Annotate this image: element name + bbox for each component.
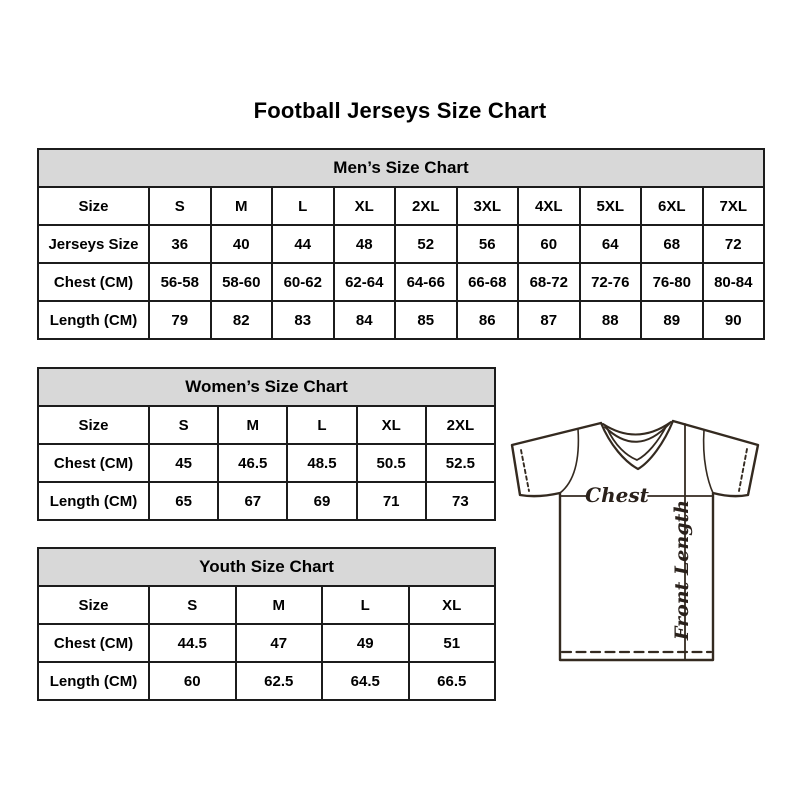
right-cuff-dash bbox=[739, 449, 747, 491]
table-cell: 47 bbox=[236, 624, 323, 662]
table-cell: XL bbox=[334, 187, 396, 225]
table-cell: 64 bbox=[580, 225, 642, 263]
table-cell: 89 bbox=[641, 301, 703, 339]
table-cell: M bbox=[218, 406, 287, 444]
table-cell: 72-76 bbox=[580, 263, 642, 301]
left-cuff-dash bbox=[521, 450, 529, 491]
table-cell: 84 bbox=[334, 301, 396, 339]
womens-size-table bbox=[37, 367, 496, 521]
table-cell: 68 bbox=[641, 225, 703, 263]
table-cell: 56 bbox=[457, 225, 519, 263]
table-cell: L bbox=[287, 406, 356, 444]
table-cell: 52.5 bbox=[426, 444, 495, 482]
table-cell: 72 bbox=[703, 225, 765, 263]
front-length-label: Front Length bbox=[671, 499, 693, 641]
row-label: Size bbox=[38, 586, 149, 624]
jersey-illustration bbox=[500, 410, 770, 670]
table-title: Men’s Size Chart bbox=[38, 149, 764, 187]
row-label: Chest (CM) bbox=[38, 444, 149, 482]
table-cell: 60 bbox=[149, 662, 236, 700]
table-title: Youth Size Chart bbox=[38, 548, 495, 586]
table-cell: 2XL bbox=[426, 406, 495, 444]
right-seam bbox=[704, 430, 713, 493]
table-cell: S bbox=[149, 586, 236, 624]
table-cell: 90 bbox=[703, 301, 765, 339]
table-cell: S bbox=[149, 187, 211, 225]
table-cell: 66.5 bbox=[409, 662, 496, 700]
table-cell: 82 bbox=[211, 301, 273, 339]
table-row bbox=[38, 301, 764, 339]
table-cell: 76-80 bbox=[641, 263, 703, 301]
table-row bbox=[38, 624, 495, 662]
table-cell: 7XL bbox=[703, 187, 765, 225]
table-cell: M bbox=[211, 187, 273, 225]
table-cell: 66-68 bbox=[457, 263, 519, 301]
table-cell: L bbox=[272, 187, 334, 225]
table-cell: 60 bbox=[518, 225, 580, 263]
jersey-outline bbox=[512, 421, 758, 660]
table-cell: 40 bbox=[211, 225, 273, 263]
table-cell: 87 bbox=[518, 301, 580, 339]
row-label: Chest (CM) bbox=[38, 263, 149, 301]
table-cell: 58-60 bbox=[211, 263, 273, 301]
table-cell: 45 bbox=[149, 444, 218, 482]
table-row bbox=[38, 482, 495, 520]
table-title: Women’s Size Chart bbox=[38, 368, 495, 406]
table-cell: 80-84 bbox=[703, 263, 765, 301]
table-row bbox=[38, 586, 495, 624]
table-cell: 62-64 bbox=[334, 263, 396, 301]
table-cell: 51 bbox=[409, 624, 496, 662]
table-cell: 62.5 bbox=[236, 662, 323, 700]
table-cell: XL bbox=[409, 586, 496, 624]
page-title: Football Jerseys Size Chart bbox=[253, 98, 547, 123]
table-cell: 2XL bbox=[395, 187, 457, 225]
table-cell: 64.5 bbox=[322, 662, 409, 700]
table-cell: 5XL bbox=[580, 187, 642, 225]
table-cell: 46.5 bbox=[218, 444, 287, 482]
table-cell: 36 bbox=[149, 225, 211, 263]
table-cell: 73 bbox=[426, 482, 495, 520]
table-row bbox=[38, 444, 495, 482]
row-label: Length (CM) bbox=[38, 662, 149, 700]
table-cell: 48 bbox=[334, 225, 396, 263]
row-label: Length (CM) bbox=[38, 301, 149, 339]
table-cell: M bbox=[236, 586, 323, 624]
left-seam bbox=[560, 429, 578, 493]
table-title-row bbox=[38, 368, 495, 406]
table-row bbox=[38, 263, 764, 301]
table-cell: XL bbox=[357, 406, 426, 444]
table-cell: 88 bbox=[580, 301, 642, 339]
table-cell: 69 bbox=[287, 482, 356, 520]
table-cell: 52 bbox=[395, 225, 457, 263]
jersey-measurement-diagram bbox=[500, 410, 770, 670]
table-cell: 6XL bbox=[641, 187, 703, 225]
table-cell: 71 bbox=[357, 482, 426, 520]
table-cell: 4XL bbox=[518, 187, 580, 225]
table-row bbox=[38, 187, 764, 225]
table-row bbox=[38, 406, 495, 444]
table-cell: 56-58 bbox=[149, 263, 211, 301]
table-cell: 68-72 bbox=[518, 263, 580, 301]
table-cell: 79 bbox=[149, 301, 211, 339]
row-label: Length (CM) bbox=[38, 482, 149, 520]
table-cell: 86 bbox=[457, 301, 519, 339]
mens-size-table bbox=[37, 148, 765, 340]
row-label: Size bbox=[38, 187, 149, 225]
table-row bbox=[38, 662, 495, 700]
table-title-row bbox=[38, 548, 495, 586]
row-label: Chest (CM) bbox=[38, 624, 149, 662]
table-title-row bbox=[38, 149, 764, 187]
table-cell: 83 bbox=[272, 301, 334, 339]
table-cell: 64-66 bbox=[395, 263, 457, 301]
youth-size-table bbox=[37, 547, 496, 701]
table-cell: S bbox=[149, 406, 218, 444]
table-cell: L bbox=[322, 586, 409, 624]
row-label: Jerseys Size bbox=[38, 225, 149, 263]
table-cell: 60-62 bbox=[272, 263, 334, 301]
table-cell: 65 bbox=[149, 482, 218, 520]
table-cell: 3XL bbox=[457, 187, 519, 225]
table-row bbox=[38, 225, 764, 263]
row-label: Size bbox=[38, 406, 149, 444]
table-cell: 48.5 bbox=[287, 444, 356, 482]
table-cell: 49 bbox=[322, 624, 409, 662]
chest-label: Chest bbox=[585, 483, 649, 507]
table-cell: 44 bbox=[272, 225, 334, 263]
table-cell: 67 bbox=[218, 482, 287, 520]
table-cell: 85 bbox=[395, 301, 457, 339]
table-cell: 50.5 bbox=[357, 444, 426, 482]
table-cell: 44.5 bbox=[149, 624, 236, 662]
